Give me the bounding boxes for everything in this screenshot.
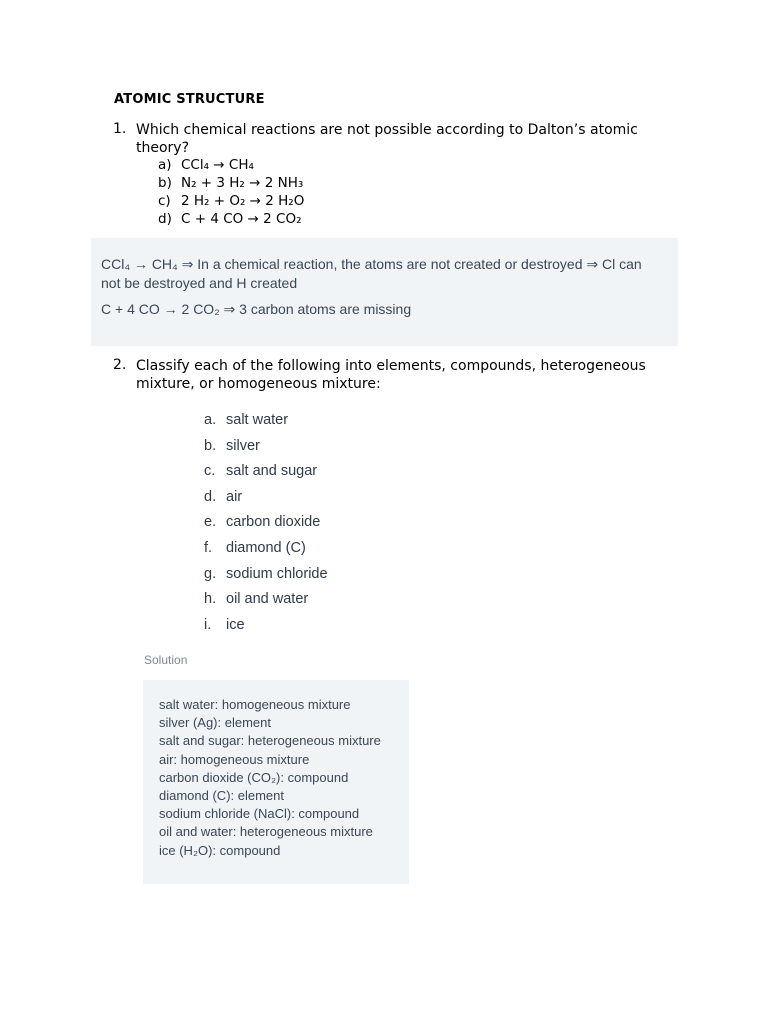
item-text: carbon dioxide bbox=[226, 514, 321, 531]
option-letter: a) bbox=[158, 157, 172, 173]
option-text: CCl₄ → CH₄ bbox=[181, 157, 254, 173]
answer-line-3: C + 4 CO → 2 CO₂ ⇒ 3 carbon atoms are missing bbox=[101, 301, 412, 317]
item-text: oil and water bbox=[226, 591, 309, 608]
solution-line: silver (Ag): element bbox=[159, 715, 271, 731]
item-letter: h. bbox=[204, 591, 217, 608]
answer-line-1: CCl₄ → CH₄ ⇒ In a chemical reaction, the atoms are not created or destroyed ⇒ Cl can bbox=[101, 256, 642, 272]
item-letter: i. bbox=[204, 616, 212, 633]
item-letter: d. bbox=[204, 488, 217, 505]
item-letter: b. bbox=[204, 437, 217, 454]
answer-line-2: not be destroyed and H created bbox=[101, 275, 298, 291]
option-text: 2 H₂ + O₂ → 2 H₂O bbox=[181, 193, 305, 209]
item-text: ice bbox=[226, 616, 245, 633]
solution-line: oil and water: heterogeneous mixture bbox=[159, 824, 373, 840]
item-text: diamond (C) bbox=[226, 540, 306, 556]
item-letter: e. bbox=[204, 514, 217, 531]
answer-text bbox=[101, 255, 642, 319]
option-letter: c) bbox=[158, 193, 171, 209]
solution-line: carbon dioxide (CO₂): compound bbox=[159, 769, 349, 785]
option-letter: b) bbox=[158, 175, 172, 191]
item-text: salt and sugar bbox=[226, 463, 318, 480]
item-text: air bbox=[226, 488, 243, 505]
question-1-text bbox=[136, 121, 638, 157]
item-letter: g. bbox=[204, 565, 217, 582]
option-text: N₂ + 3 H₂ → 2 NH₃ bbox=[181, 175, 304, 191]
question-1-number: 1. bbox=[113, 121, 127, 137]
solution-line: salt water: homogeneous mixture bbox=[159, 697, 351, 712]
question-1-line-1: Which chemical reactions are not possible according to Dalton’s atomic bbox=[136, 122, 638, 138]
solution-line: ice (H₂O): compound bbox=[159, 842, 281, 858]
page-title: ATOMIC STRUCTURE bbox=[114, 92, 265, 107]
option-text: C + 4 CO → 2 CO₂ bbox=[181, 211, 302, 227]
item-text: silver bbox=[226, 437, 260, 454]
item-text: sodium chloride bbox=[226, 565, 328, 582]
question-2-line-1: Classify each of the following into elements, compounds, heterogeneous bbox=[136, 358, 646, 374]
solution-label: Solution bbox=[144, 653, 188, 667]
option-letter: d) bbox=[158, 211, 172, 227]
item-text: salt water bbox=[226, 412, 289, 428]
question-1-line-2: theory? bbox=[136, 140, 190, 156]
question-2-line-2: mixture, or homogeneous mixture: bbox=[136, 376, 381, 392]
item-letter: c. bbox=[204, 463, 216, 480]
solution-text bbox=[159, 696, 381, 860]
solution-line: air: homogeneous mixture bbox=[159, 751, 310, 767]
item-letter: f. bbox=[204, 540, 213, 556]
solution-line: sodium chloride (NaCl): compound bbox=[159, 806, 360, 822]
question-2-text bbox=[136, 357, 646, 393]
solution-line: salt and sugar: heterogeneous mixture bbox=[159, 733, 381, 749]
question-2-number: 2. bbox=[113, 357, 127, 373]
item-letter: a. bbox=[204, 412, 217, 428]
classify-list bbox=[204, 412, 404, 642]
solution-line: diamond (C): element bbox=[159, 788, 284, 804]
